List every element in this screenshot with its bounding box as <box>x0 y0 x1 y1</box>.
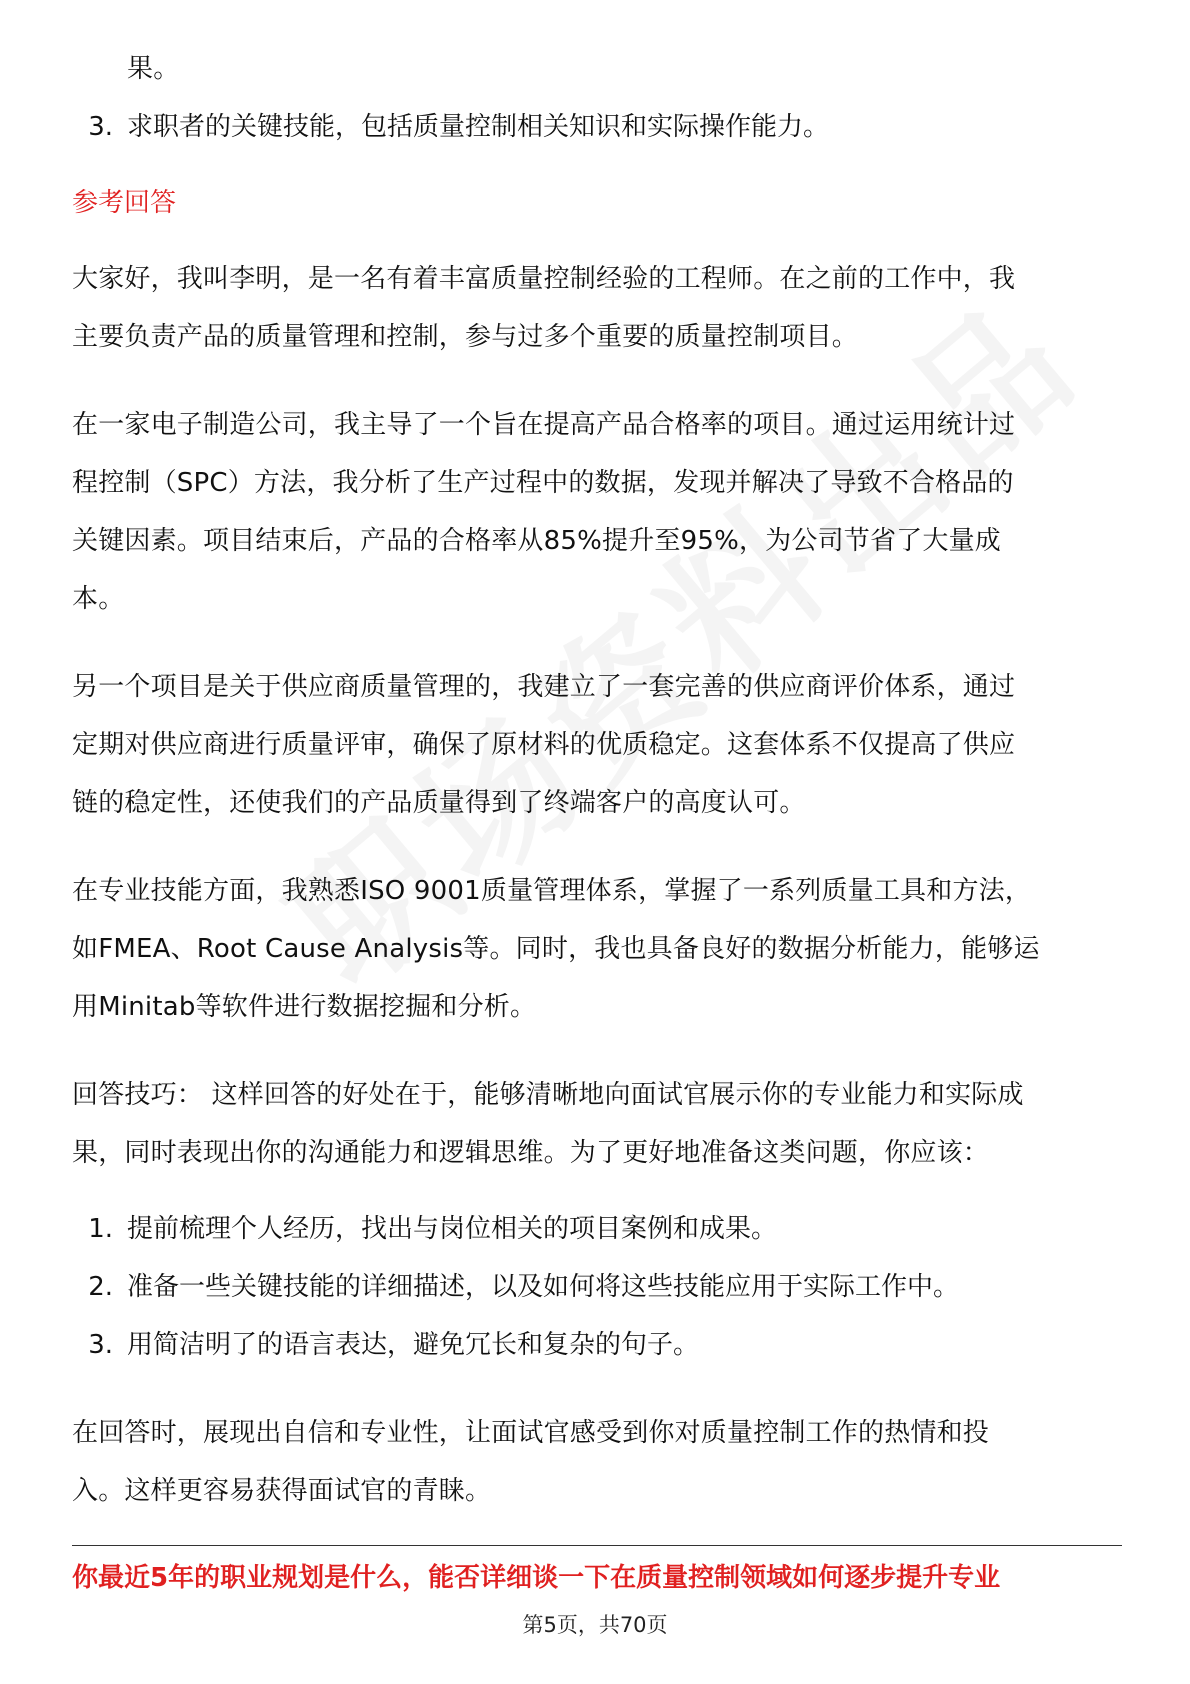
answer-tips <box>72 1066 1122 1182</box>
list-number: 2. <box>88 1272 113 1302</box>
list-continuation: 果。 <box>127 54 180 84</box>
list-item <box>72 1316 1122 1374</box>
paragraph-line: 在一家电子制造公司，我主导了一个旨在提高产品合格率的项目。通过运用统计过 <box>72 410 1016 440</box>
list-text: 用简洁明了的语言表达，避免冗长和复杂的句子。 <box>127 1330 700 1360</box>
paragraph-line: 程控制（SPC）方法，我分析了生产过程中的数据，发现并解决了导致不合格品的 <box>72 468 1014 498</box>
list-number: 1. <box>88 1214 113 1244</box>
next-question-heading: 你最近5年的职业规划是什么，能否详细谈一下在质量控制领域如何逐步提升专业 <box>72 1563 1001 1593</box>
list-item <box>72 1200 1122 1258</box>
list-number: 3. <box>88 1330 113 1360</box>
paragraph-line: 主要负责产品的质量管理和控制，参与过多个重要的质量控制项目。 <box>72 322 859 352</box>
answer-paragraph-1 <box>72 250 1122 366</box>
paragraph-line: 定期对供应商进行质量评审，确保了原材料的优质稳定。这套体系不仅提高了供应 <box>72 730 1016 760</box>
paragraph-line: 另一个项目是关于供应商质量管理的，我建立了一套完善的供应商评价体系，通过 <box>72 672 1016 702</box>
paragraph-line: 本。 <box>72 584 125 614</box>
page-content <box>72 40 1122 1520</box>
paragraph-line: 在专业技能方面，我熟悉ISO 9001质量管理体系，掌握了一系列质量工具和方法， <box>72 876 1032 906</box>
page-number: 第5页，共70页 <box>522 1613 668 1637</box>
paragraph-line: 在回答时，展现出自信和专业性，让面试官感受到你对质量控制工作的热情和投 <box>72 1418 990 1448</box>
answer-paragraph-4 <box>72 862 1122 1036</box>
paragraph-line: 入。这样更容易获得面试官的青睐。 <box>72 1476 492 1506</box>
paragraph-line: 回答技巧： 这样回答的好处在于，能够清晰地向面试官展示你的专业能力和实际成 <box>72 1080 1024 1110</box>
answer-paragraph-2 <box>72 396 1122 628</box>
paragraph-line: 大家好，我叫李明，是一名有着丰富质量控制经验的工程师。在之前的工作中，我 <box>72 264 1016 294</box>
answer-paragraph-3 <box>72 658 1122 832</box>
paragraph-line: 如FMEA、Root Cause Analysis等。同时，我也具备良好的数据分析能力，能够运 <box>72 934 1040 964</box>
list-item <box>72 1258 1122 1316</box>
answer-heading: 参考回答 <box>72 188 177 218</box>
list-text: 求职者的关键技能，包括质量控制相关知识和实际操作能力。 <box>127 112 830 142</box>
section-divider <box>72 1545 1122 1546</box>
closing-paragraph <box>72 1404 1122 1520</box>
requirement-item-3 <box>72 98 1122 156</box>
paragraph-line: 用Minitab等软件进行数据挖掘和分析。 <box>72 992 537 1022</box>
list-text: 准备一些关键技能的详细描述，以及如何将这些技能应用于实际工作中。 <box>127 1272 960 1302</box>
paragraph-line: 果，同时表现出你的沟通能力和逻辑思维。为了更好地准备这类问题，你应该： <box>72 1138 990 1168</box>
list-text: 提前梳理个人经历，找出与岗位相关的项目案例和成果。 <box>127 1214 778 1244</box>
tips-list <box>72 1200 1122 1374</box>
paragraph-line: 链的稳定性，还使我们的产品质量得到了终端客户的高度认可。 <box>72 788 806 818</box>
list-number: 3. <box>88 112 113 142</box>
paragraph-line: 关键因素。项目结束后，产品的合格率从85%提升至95%，为公司节省了大量成 <box>72 526 1001 556</box>
